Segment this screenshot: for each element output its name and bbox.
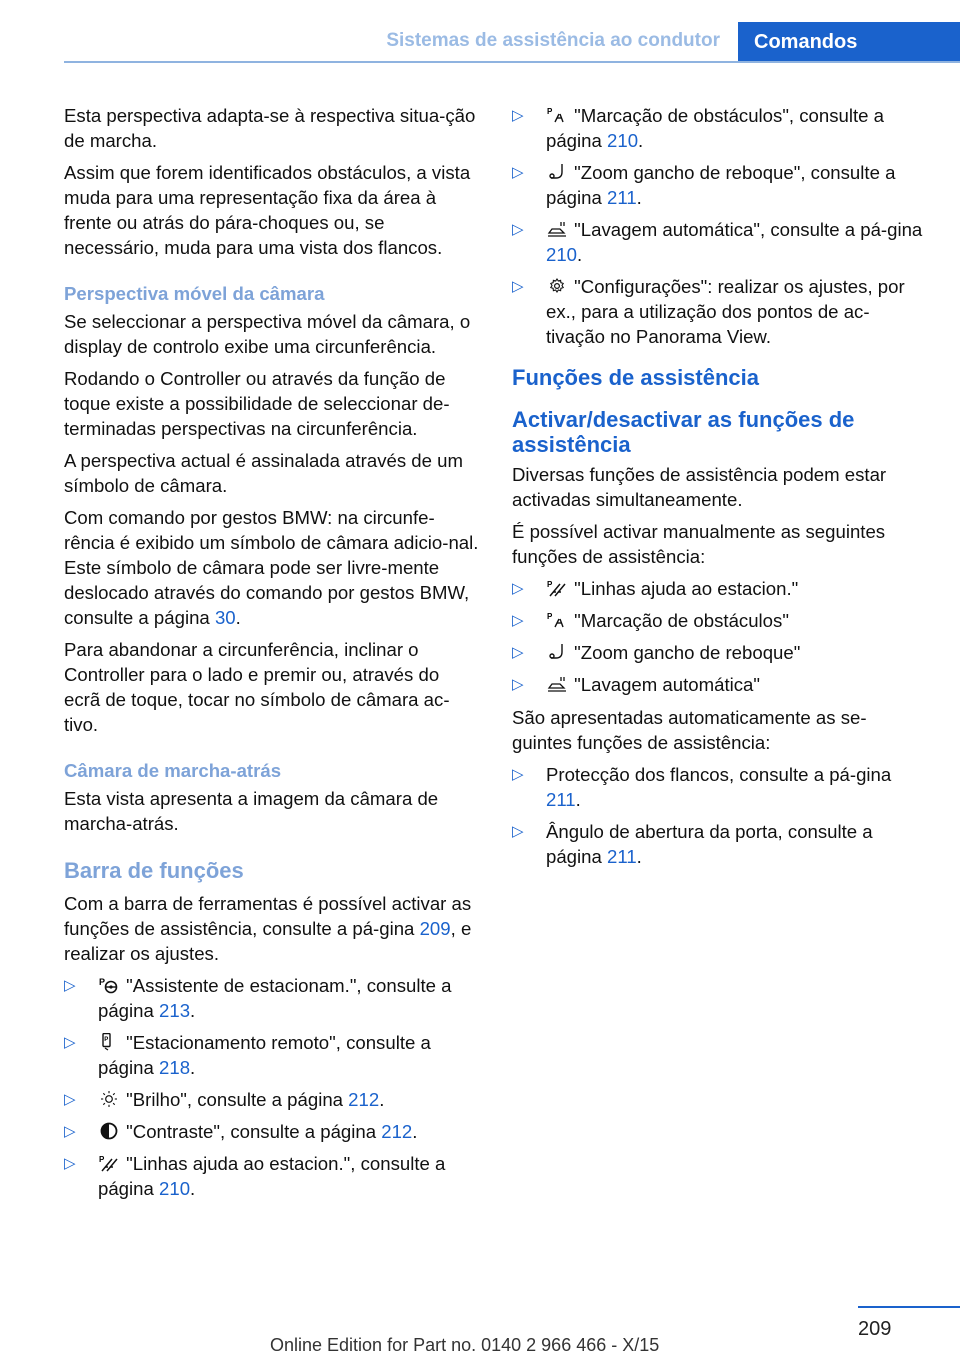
page-reference-link[interactable]: 212 bbox=[348, 1089, 380, 1110]
svg-text:P: P bbox=[99, 1155, 105, 1164]
bullet-triangle-icon: ▷ bbox=[512, 580, 524, 597]
car-wash-icon bbox=[547, 675, 567, 693]
list-item bbox=[64, 1119, 480, 1144]
paragraph-text: , e realizar os ajustes. bbox=[64, 918, 472, 964]
page-number: 209 bbox=[858, 1318, 892, 1340]
period: . bbox=[575, 789, 581, 810]
remote-parking-icon bbox=[99, 1033, 119, 1051]
paragraph-text: Com comando por gestos BMW: na circunfe‐rência é exibido um símbolo de câmara adicio‐nal. Este símbolo de câmara pode ser livre‐mente deslocado através do comando por gestos BMW, consulte a página bbox=[64, 507, 479, 628]
footer-divider bbox=[858, 1306, 960, 1308]
bullet-triangle-icon: ▷ bbox=[512, 278, 524, 295]
bullet-triangle-icon: ▷ bbox=[64, 1155, 76, 1172]
period: . bbox=[235, 607, 241, 628]
bullet-triangle-icon: ▷ bbox=[64, 1123, 76, 1140]
bullet-triangle-icon: ▷ bbox=[512, 612, 524, 629]
svg-text:P: P bbox=[104, 1037, 109, 1043]
page-reference-link[interactable]: 211 bbox=[607, 187, 637, 208]
parking-lines-icon bbox=[99, 1154, 119, 1172]
bullet-triangle-icon: ▷ bbox=[64, 977, 76, 994]
svg-text:P: P bbox=[99, 977, 106, 987]
list-item bbox=[512, 640, 926, 665]
paragraph: Esta perspectiva adapta-se à respectiva situa‐ção de marcha. bbox=[64, 105, 476, 151]
list-item bbox=[64, 1087, 480, 1112]
parking-lines-icon bbox=[547, 579, 567, 597]
left-column bbox=[64, 103, 480, 1209]
period: . bbox=[190, 1057, 196, 1078]
period: . bbox=[636, 846, 642, 867]
bullet-triangle-icon: ▷ bbox=[512, 766, 524, 783]
svg-text:P: P bbox=[547, 612, 553, 621]
period: . bbox=[636, 187, 642, 208]
paragraph: Diversas funções de assistência podem estar activadas simultaneamente. bbox=[512, 464, 887, 510]
period: . bbox=[190, 1000, 196, 1021]
list-item bbox=[512, 160, 926, 210]
list-item-text: "Linhas ajuda ao estacion.", consulte a página bbox=[98, 1153, 446, 1199]
paragraph: Se seleccionar a perspectiva móvel da câmara, o display de controlo exibe uma circunferência. bbox=[64, 311, 471, 357]
paragraph: É possível activar manualmente as seguintes funções de assistência: bbox=[512, 521, 886, 567]
footer-edition-text: Online Edition for Part no. 0140 2 966 466 - X/15 bbox=[270, 1335, 660, 1355]
list-item-text: "Lavagem automática", consulte a pá‐gina bbox=[574, 219, 923, 240]
automatic-functions-list bbox=[512, 762, 926, 869]
heading-assistance-functions: Funções de assistência bbox=[512, 365, 759, 390]
heading-function-bar: Barra de funções bbox=[64, 858, 244, 883]
bullet-triangle-icon: ▷ bbox=[512, 823, 524, 840]
list-item bbox=[64, 1151, 480, 1201]
page-reference-link[interactable]: 211 bbox=[546, 789, 576, 810]
paragraph: Rodando o Controller ou através da função de toque existe a possibilidade de seleccionar de‐terminadas perspectivas na circunferência. bbox=[64, 368, 450, 439]
page-reference-link[interactable]: 212 bbox=[381, 1121, 413, 1142]
bullet-triangle-icon: ▷ bbox=[64, 1091, 76, 1108]
period: . bbox=[412, 1121, 418, 1142]
list-item-text: Protecção dos flancos, consulte a pá‐gina bbox=[546, 764, 892, 785]
page-reference-link[interactable]: 30 bbox=[214, 607, 236, 628]
list-item-text: Ângulo de abertura da porta, consulte a página bbox=[546, 821, 873, 867]
bullet-triangle-icon: ▷ bbox=[64, 1034, 76, 1051]
page-reference-link[interactable]: 211 bbox=[607, 846, 637, 867]
list-item bbox=[64, 1030, 480, 1080]
paragraph: São apresentadas automaticamente as se‐guintes funções de assistência: bbox=[512, 707, 867, 753]
period: . bbox=[190, 1178, 196, 1199]
list-item-text: "Linhas ajuda ao estacion." bbox=[574, 578, 799, 599]
header-divider bbox=[64, 61, 960, 63]
list-item bbox=[512, 819, 926, 869]
list-item-text: "Assistente de estacionam.", consulte a página bbox=[98, 975, 452, 1021]
list-item-text: "Zoom gancho de reboque", consulte a página bbox=[546, 162, 896, 208]
list-item-text: "Marcação de obstáculos" bbox=[574, 610, 789, 631]
list-item bbox=[512, 762, 926, 812]
page-reference-link[interactable]: 210 bbox=[607, 130, 639, 151]
paragraph-text: Com a barra de ferramentas é possível activar as funções de assistência, consulte a pá‐gina bbox=[64, 893, 472, 939]
bullet-triangle-icon: ▷ bbox=[512, 164, 524, 181]
list-item-text: "Zoom gancho de reboque" bbox=[574, 642, 801, 663]
svg-text:P: P bbox=[547, 107, 553, 116]
page-reference-link[interactable]: 218 bbox=[159, 1057, 191, 1078]
tow-hitch-zoom-icon bbox=[547, 163, 567, 181]
page-reference-link[interactable]: 209 bbox=[419, 918, 451, 939]
heading-activate-deactivate: Activar/desactivar as funções de assistência bbox=[512, 407, 855, 457]
obstacle-marking-icon bbox=[547, 106, 567, 124]
list-item-text: "Contraste", consulte a página bbox=[126, 1121, 382, 1142]
list-item bbox=[512, 608, 926, 633]
settings-gear-icon bbox=[547, 277, 567, 295]
header-chapter-tab: Comandos bbox=[738, 22, 960, 63]
period: . bbox=[577, 244, 583, 265]
function-bar-list bbox=[64, 973, 480, 1201]
list-item-text: "Marcação de obstáculos", consulte a página bbox=[546, 105, 885, 151]
function-bar-list-continued bbox=[512, 103, 926, 349]
paragraph: Para abandonar a circunferência, inclinar o Controller para o lado e premir ou, através do ecrã de toque, tocar no símbolo de câmara ac‐tivo. bbox=[64, 639, 450, 735]
paragraph bbox=[64, 505, 480, 630]
subheading-movable-camera: Perspectiva móvel da câmara bbox=[64, 283, 325, 304]
subheading-rear-camera: Câmara de marcha-atrás bbox=[64, 760, 282, 781]
list-item bbox=[512, 274, 926, 349]
list-item-text: "Brilho", consulte a página bbox=[126, 1089, 349, 1110]
page-reference-link[interactable]: 210 bbox=[159, 1178, 191, 1199]
obstacle-marking-icon bbox=[547, 611, 567, 629]
tow-hitch-zoom-icon bbox=[547, 643, 567, 661]
contrast-icon bbox=[99, 1122, 119, 1140]
list-item bbox=[64, 973, 480, 1023]
brightness-icon bbox=[99, 1090, 119, 1108]
bullet-triangle-icon: ▷ bbox=[512, 107, 524, 124]
bullet-triangle-icon: ▷ bbox=[512, 676, 524, 693]
period: . bbox=[638, 130, 644, 151]
header-section-title: Sistemas de assistência ao condutor bbox=[386, 30, 720, 51]
page-reference-link[interactable]: 210 bbox=[546, 244, 578, 265]
paragraph: Assim que forem identificados obstáculos, a vista muda para uma representação fixa da área à frente ou atrás do pára-choques ou, se necessário, muda para uma vista dos flancos. bbox=[64, 162, 471, 258]
page-reference-link[interactable]: 213 bbox=[159, 1000, 191, 1021]
list-item bbox=[512, 103, 926, 153]
list-item-text: "Lavagem automática" bbox=[574, 674, 760, 695]
paragraph: Esta vista apresenta a imagem da câmara de marcha-atrás. bbox=[64, 788, 439, 834]
list-item bbox=[512, 576, 926, 601]
period: . bbox=[379, 1089, 385, 1110]
svg-text:P: P bbox=[547, 580, 553, 589]
list-item-text: "Estacionamento remoto", consulte a página bbox=[98, 1032, 431, 1078]
list-item bbox=[512, 217, 926, 267]
parking-assistant-icon bbox=[99, 976, 119, 994]
manual-functions-list bbox=[512, 576, 926, 697]
list-item bbox=[512, 672, 926, 697]
list-item-text: "Configurações": realizar os ajustes, por ex., para a utilização dos pontos de ac‐tivação no Panorama View. bbox=[546, 276, 905, 347]
bullet-triangle-icon: ▷ bbox=[512, 644, 524, 661]
bullet-triangle-icon: ▷ bbox=[512, 221, 524, 238]
car-wash-icon bbox=[547, 220, 567, 238]
paragraph: A perspectiva actual é assinalada através de um símbolo de câmara. bbox=[64, 450, 463, 496]
paragraph bbox=[64, 891, 480, 966]
right-column bbox=[512, 103, 926, 877]
